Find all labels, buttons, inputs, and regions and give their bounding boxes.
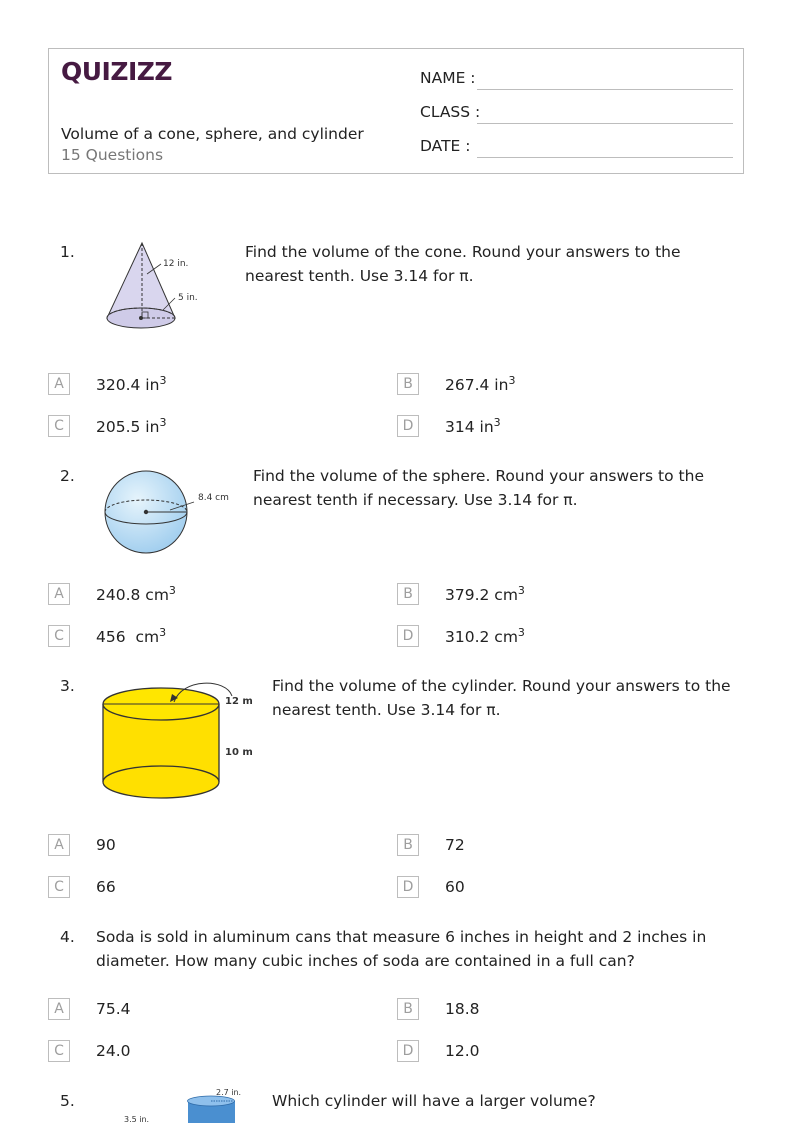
q3-option-a[interactable]: 90 <box>96 836 116 854</box>
q2-option-a[interactable]: 240.8 $cm^3$ <box>96 584 176 605</box>
class-line[interactable] <box>477 123 733 124</box>
q2-option-d[interactable]: 310.2 $cm^3$ <box>445 626 525 647</box>
cylinder-radius-label: 12 m <box>225 696 253 707</box>
q1-option-c-box[interactable]: C <box>48 415 70 437</box>
question-3-text: Find the volume of the cylinder. Round your answers to the nearest tenth. Use 3.14 for π. <box>272 677 731 719</box>
q4-option-d[interactable]: 12.0 <box>445 1042 480 1060</box>
q2-option-b[interactable]: 379.2 $cm^3$ <box>445 584 525 605</box>
q2-option-c[interactable]: 456 $cm^3$ <box>96 626 167 647</box>
cone-height-label: 12 in. <box>163 259 189 269</box>
cone-radius-label: 5 in. <box>178 293 198 303</box>
q2-option-c-box[interactable]: C <box>48 625 70 647</box>
q4-option-c-box[interactable]: C <box>48 1040 70 1062</box>
q4-option-c[interactable]: 24.0 <box>96 1042 131 1060</box>
question-5-number: 5. <box>60 1092 75 1110</box>
name-label: NAME : <box>420 69 476 87</box>
question-count: 15 Questions <box>61 146 164 164</box>
can-height-label: 3.5 in. <box>124 1115 150 1123</box>
q1-option-d-box[interactable]: D <box>397 415 419 437</box>
cans-figure <box>118 1085 248 1123</box>
name-line[interactable] <box>477 89 733 90</box>
q1-option-a[interactable]: 320.4 $in^3$ <box>96 374 167 395</box>
q4-option-d-box[interactable]: D <box>397 1040 419 1062</box>
cone-figure <box>95 238 205 338</box>
q1-option-a-box[interactable]: A <box>48 373 70 395</box>
q4-option-b-box[interactable]: B <box>397 998 419 1020</box>
q1-option-b[interactable]: 267.4 $in^3$ <box>445 374 516 395</box>
worksheet-title: Volume of a cone, sphere, and cylinder <box>61 125 364 143</box>
q1-option-d[interactable]: 314 $in^3$ <box>445 416 501 437</box>
date-line[interactable] <box>477 157 733 158</box>
class-label: CLASS : <box>420 103 481 121</box>
q4-option-b[interactable]: 18.8 <box>445 1000 480 1018</box>
worksheet-header <box>48 48 744 174</box>
q3-option-a-box[interactable]: A <box>48 834 70 856</box>
q2-option-a-box[interactable]: A <box>48 583 70 605</box>
q3-option-d-box[interactable]: D <box>397 876 419 898</box>
sphere-figure <box>98 466 238 558</box>
q4-option-a[interactable]: 75.4 <box>96 1000 131 1018</box>
can-radius-label: 2.7 in. <box>216 1088 242 1097</box>
q3-option-c-box[interactable]: C <box>48 876 70 898</box>
question-2-text: Find the volume of the sphere. Round your answers to the nearest tenth if necessary. Use 3.14 for π. <box>253 467 704 509</box>
question-1-text: Find the volume of the cone. Round your answers to the nearest tenth. Use 3.14 for π. <box>245 243 681 285</box>
date-label: DATE : <box>420 137 471 155</box>
quizizz-logo: QUIZIZZ <box>61 57 173 86</box>
q3-option-b[interactable]: 72 <box>445 836 465 854</box>
q2-option-b-box[interactable]: B <box>397 583 419 605</box>
sphere-radius-label: 8.4 cm <box>198 493 229 503</box>
question-3-number: 3. <box>60 677 75 695</box>
q3-option-b-box[interactable]: B <box>397 834 419 856</box>
q3-option-d[interactable]: 60 <box>445 878 465 896</box>
q4-option-a-box[interactable]: A <box>48 998 70 1020</box>
question-2-number: 2. <box>60 467 75 485</box>
question-1-number: 1. <box>60 243 75 261</box>
cylinder-height-label: 10 m <box>225 747 253 758</box>
q3-option-c[interactable]: 66 <box>96 878 116 896</box>
cylinder-figure <box>98 676 258 806</box>
question-4-text: Soda is sold in aluminum cans that measure 6 inches in height and 2 inches in diameter. How many cubic inches of soda are contained in a full can? <box>96 928 707 970</box>
q2-option-d-box[interactable]: D <box>397 625 419 647</box>
q1-option-b-box[interactable]: B <box>397 373 419 395</box>
question-4-number: 4. <box>60 928 75 946</box>
q1-option-c[interactable]: 205.5 $in^3$ <box>96 416 167 437</box>
question-5-text: Which cylinder will have a larger volume? <box>272 1092 596 1110</box>
